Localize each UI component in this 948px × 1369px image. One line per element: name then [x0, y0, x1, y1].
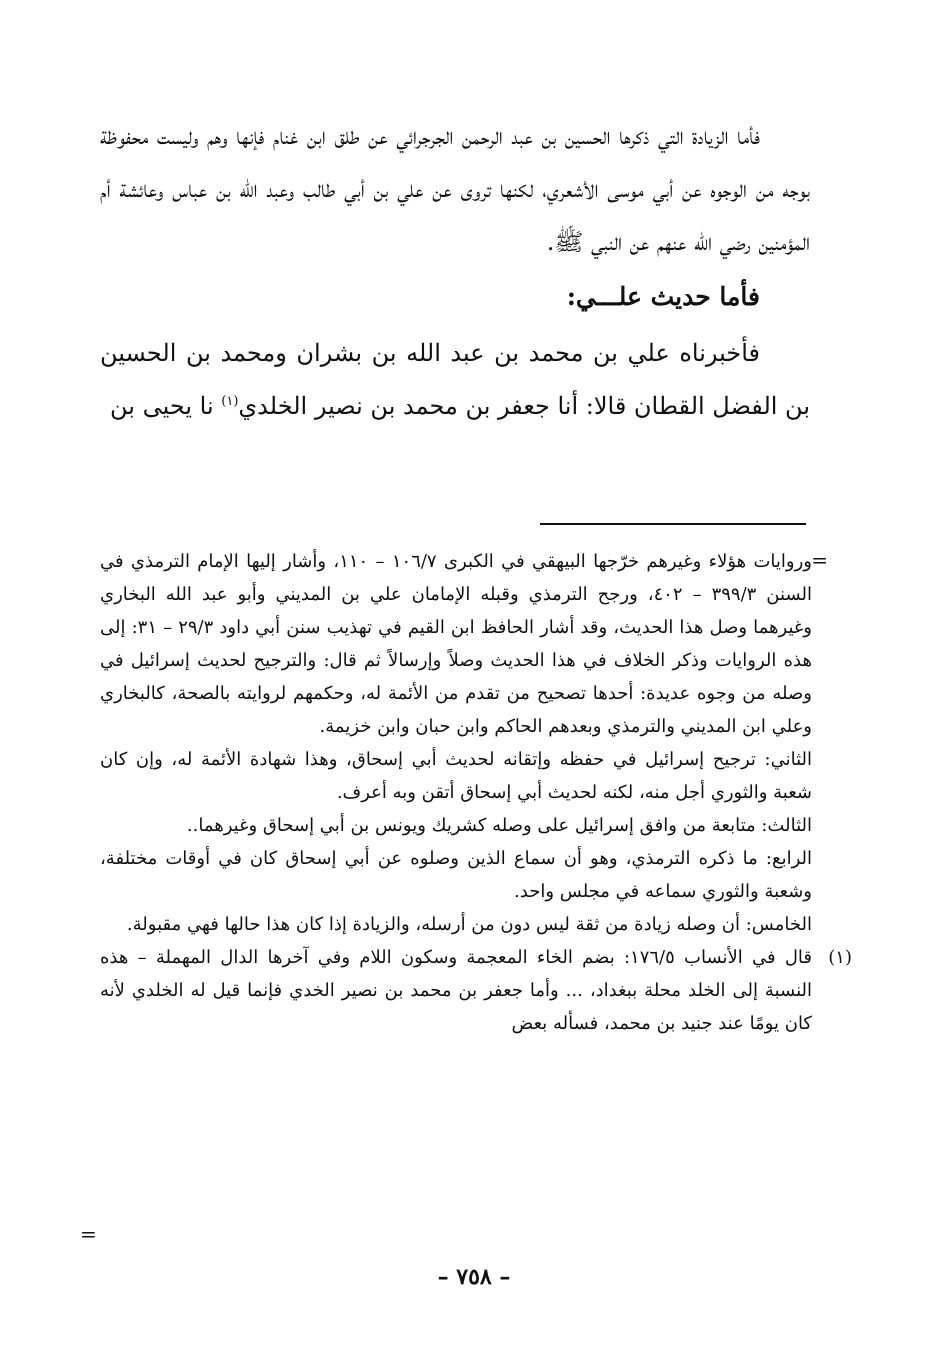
footnote-1-number: (١) [828, 947, 852, 968]
footnote-point-3: الثالث: متابعة من وافق إسرائيل على وصله كشريك ويونس بن أبي إسحاق وغيرهما.. [186, 815, 812, 836]
page-number: – ٧٥٨ – [437, 1264, 511, 1290]
footnote-continued-para: وروايات هؤلاء وغيرهم خرّجها البيهقي في الكبرى ١٠٦/٧ – ١١٠، وأشار إليها الإمام الترمذي في السنن ٣٩٩/٣ – ٤٠٢، ورجح الترمذي وقبله الإمامان علي بن المديني وأبو عبد الله البخاري وغيرهما وصل هذا الحديث، وقد أشار الحافظ ابن القيم في تهذيب سنن أبي داود ٢٩/٣ – ٣١: إلى هذه الروايات وذكر الخلاف في هذا الحديث وصلاً وإرسالاً ثم قال: والترجيح لحديث إسرائيل في وصله من وجوه عديدة: أحدها تصحيح من تقدم من الأئمة له، وحكمهم لروايته بالصحة، كالبخاري وعلي ابن المديني والترمذي وبعدهم الحاكم وابن حبان وابن خزيمة. [100, 551, 812, 737]
footnote-point-5: الخامس: أن وصله زيادة من ثقة ليس دون من أرسله، والزيادة إذا كان هذا حالها فهي مقبولة. [126, 914, 812, 935]
footnote-1 [100, 941, 852, 1040]
isnad-text-end: نا يحيى بن [110, 392, 222, 420]
footnote-point-2: الثاني: ترجيح إسرائيل في حفظه وإتقانه لحديث أبي إسحاق، وهذا شهادة الأئمة له، وإن كان شعبة والثوري أجل منه، لكنه لحديث أبي إسحاق أتقن وبه أعرف. [100, 749, 812, 803]
main-text [100, 110, 810, 433]
footnote-ref-1[interactable]: (١) [221, 394, 239, 409]
paragraph-zubada: فأما الزيادة التي ذكرها الحسين بن عبد الرحمن الجرجرائي عن طلق ابن غنام فإنها وهم وليست محفوظة بوجه من الوجوه عن أبي موسى الأشعري، لكنها تروى عن علي بن أبي طالب وعبد الله بن عباس وعائشة أم المؤمنين رضي الله عنهم عن النبي ﷺ. [100, 122, 810, 256]
isnad-text: فأخبرناه علي بن محمد بن عبد الله بن بشران ومحمد بن الحسين بن الفضل القطان قالا: أنا جعفر بن محمد بن نصير الخلدي [100, 339, 810, 420]
footnote-point-4: الرابع: ما ذكره الترمذي، وهو أن سماع الذين وصلوه عن أبي إسحاق كان في أوقات مختلفة، وشعبة والثوري سماعه في مجلس واحد. [100, 848, 812, 902]
footnotes [100, 545, 852, 1040]
paragraph-isnad [100, 327, 810, 433]
footnote-1-text: قال في الأنساب ١٧٦/٥: بضم الخاء المعجمة وسكون اللام وفي آخرها الدال المهملة – هذه النسبة إلى الخلد محلة ببغداد، ... وأما جعفر بن محمد بن نصير الخدي فإنما قيل له الخلدي لأنه كان يومًا عند جنيد بن محمد، فسأله بعض [100, 947, 813, 1034]
footnote-divider [540, 523, 806, 525]
continuation-end-mark: = [80, 1222, 97, 1246]
section-heading: فأما حديث علـــي: [566, 282, 760, 311]
continuation-mark: = [811, 548, 828, 572]
